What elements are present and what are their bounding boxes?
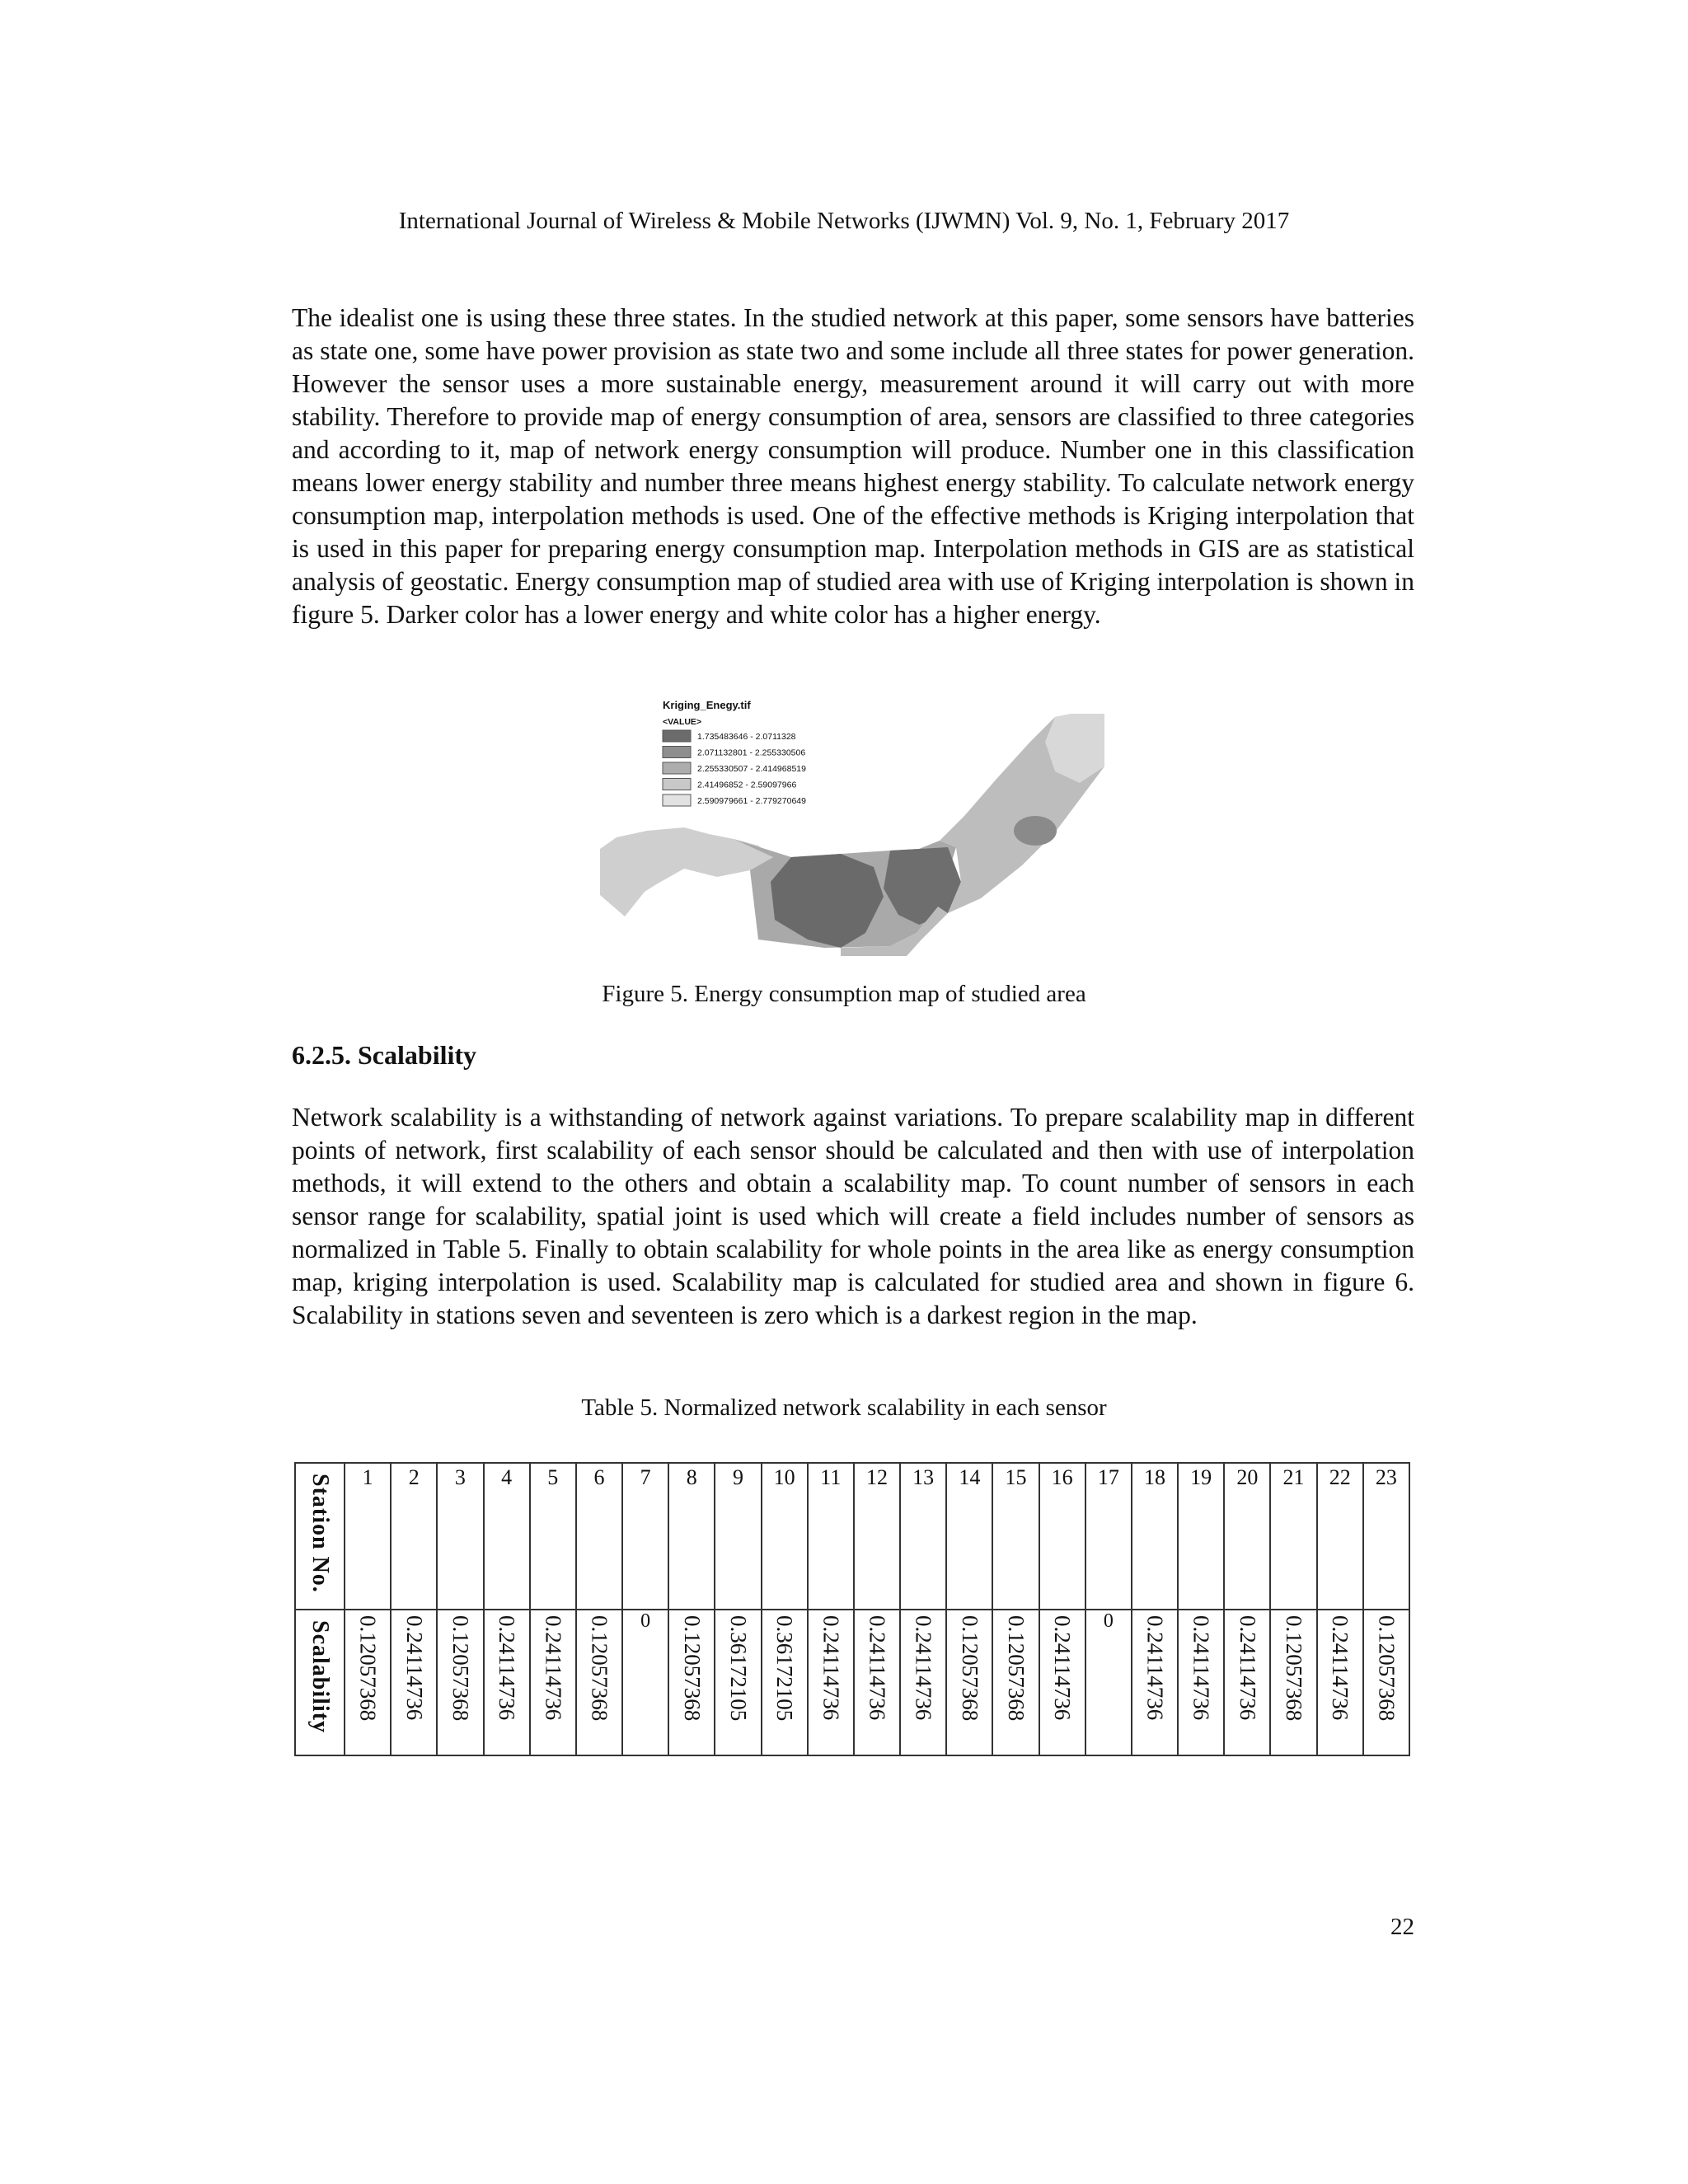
scalability-cell: 0.12057368 [1363, 1610, 1409, 1755]
legend-label: 2.590979661 - 2.779270649 [697, 796, 806, 806]
legend [663, 730, 806, 806]
body-paragraph-1: The idealist one is using these three states. In the studied network at this paper, some sensors have batteries as state one, some have power provision as state two and some include all three states for power generation. However the sensor uses a more sustainable energy, measurement around it will carry out with more stability. Therefore to provide map of energy consumption of area, sensors are classified to three categories and according to it, map of network energy consumption will produce. Number one in this classification means lower energy stability and number three means highest energy stability. To calculate network energy consumption map, interpolation methods is used. One of the effective methods is Kriging interpolation that is used in this paper for preparing energy consumption map. Interpolation methods in GIS are as statistical analysis of geostatic. Energy consumption map of studied area with use of Kriging interpolation is shown in figure 5. Darker color has a lower energy and white color has a higher energy. [292, 303, 1414, 629]
station-cell: 7 [622, 1463, 668, 1610]
station-cell: 4 [484, 1463, 530, 1610]
scalability-cell: 0.36172105 [715, 1610, 761, 1755]
energy-consumption-map-figure [593, 692, 1121, 956]
scalability-cell: 0.24114736 [1178, 1610, 1224, 1755]
scalability-cell: 0.24114736 [808, 1610, 854, 1755]
legend-swatch [663, 779, 691, 790]
scalability-cell: 0.12057368 [1270, 1610, 1316, 1755]
station-cell: 22 [1317, 1463, 1363, 1610]
scalability-cell: 0.24114736 [854, 1610, 900, 1755]
section-heading: 6.2.5. Scalability [292, 1040, 477, 1070]
station-cell: 23 [1363, 1463, 1409, 1610]
scalability-cell: 0 [622, 1610, 668, 1755]
station-cell: 12 [854, 1463, 900, 1610]
station-cell: 6 [576, 1463, 622, 1610]
legend-label: 2.255330507 - 2.414968519 [697, 764, 806, 774]
station-cell: 20 [1224, 1463, 1270, 1610]
scalability-cell: 0.36172105 [762, 1610, 808, 1755]
scalability-cell: 0 [1085, 1610, 1132, 1755]
running-header: International Journal of Wireless & Mobile Networks (IJWMN) Vol. 9, No. 1, February 2017 [398, 208, 1290, 234]
station-cell: 17 [1085, 1463, 1132, 1610]
station-cell: 8 [668, 1463, 715, 1610]
legend-label: 1.735483646 - 2.0711328 [697, 732, 796, 742]
station-cell: 21 [1270, 1463, 1316, 1610]
scalability-cell: 0.12057368 [576, 1610, 622, 1755]
legend-subtitle: <VALUE> [663, 717, 702, 727]
legend-swatch [663, 762, 691, 774]
station-cell: 14 [946, 1463, 992, 1610]
station-cell: 9 [715, 1463, 761, 1610]
station-cell: 18 [1132, 1463, 1178, 1610]
scalability-cell: 0.24114736 [1132, 1610, 1178, 1755]
station-cell: 13 [900, 1463, 946, 1610]
body-paragraph-2: Network scalability is a withstanding of network against variations. To prepare scalability map in different points of network, first scalability of each sensor should be calculated and then with use of interpolation methods, it will extend to the others and obtain a scalability map. To count number of sensors in each sensor range for scalability, spatial joint is used which will create a field includes number of sensors as normalized in Table 5. Finally to obtain scalability for whole points in the area like as energy consumption map, kriging interpolation is used. Scalability map is calculated for studied area and shown in figure 6. Scalability in stations seven and seventeen is zero which is a darkest region in the map. [292, 1103, 1414, 1329]
row-header-station: Station No. [295, 1463, 345, 1610]
page-number: 22 [1390, 1914, 1414, 1940]
legend-label: 2.41496852 - 2.59097966 [697, 780, 797, 790]
legend-swatch [663, 747, 691, 758]
scalability-cell: 0.12057368 [345, 1610, 391, 1755]
scalability-cell: 0.24114736 [391, 1610, 437, 1755]
station-cell: 3 [437, 1463, 483, 1610]
legend-title: Kriging_Enegy.tif [663, 699, 751, 711]
scalability-cell: 0.24114736 [530, 1610, 576, 1755]
scalability-cell: 0.12057368 [992, 1610, 1039, 1755]
scalability-cell: 0.12057368 [668, 1610, 715, 1755]
legend-swatch [663, 794, 691, 806]
figure-caption: Figure 5. Energy consumption map of studied area [602, 981, 1086, 1007]
legend-label: 2.071132801 - 2.255330506 [697, 748, 806, 758]
station-cell: 5 [530, 1463, 576, 1610]
station-cell: 1 [345, 1463, 391, 1610]
kriging-map [593, 692, 1121, 956]
scalability-cell: 0.24114736 [1224, 1610, 1270, 1755]
row-header-scalability: Scalability [295, 1610, 345, 1755]
table-caption: Table 5. Normalized network scalability in each sensor [581, 1394, 1107, 1421]
scalability-cell: 0.24114736 [484, 1610, 530, 1755]
map-region-west [600, 827, 773, 916]
station-cell: 10 [762, 1463, 808, 1610]
station-cell: 16 [1039, 1463, 1085, 1610]
station-cell: 19 [1178, 1463, 1224, 1610]
scalability-cell: 0.12057368 [946, 1610, 992, 1755]
station-cell: 15 [992, 1463, 1039, 1610]
station-cell: 11 [808, 1463, 854, 1610]
scalability-cell: 0.24114736 [1317, 1610, 1363, 1755]
station-cell: 2 [391, 1463, 437, 1610]
legend-swatch [663, 730, 691, 742]
scalability-cell: 0.24114736 [900, 1610, 946, 1755]
scalability-table [294, 1462, 1410, 1756]
scalability-cell: 0.12057368 [437, 1610, 483, 1755]
map-spot [1014, 816, 1057, 846]
scalability-cell: 0.24114736 [1039, 1610, 1085, 1755]
